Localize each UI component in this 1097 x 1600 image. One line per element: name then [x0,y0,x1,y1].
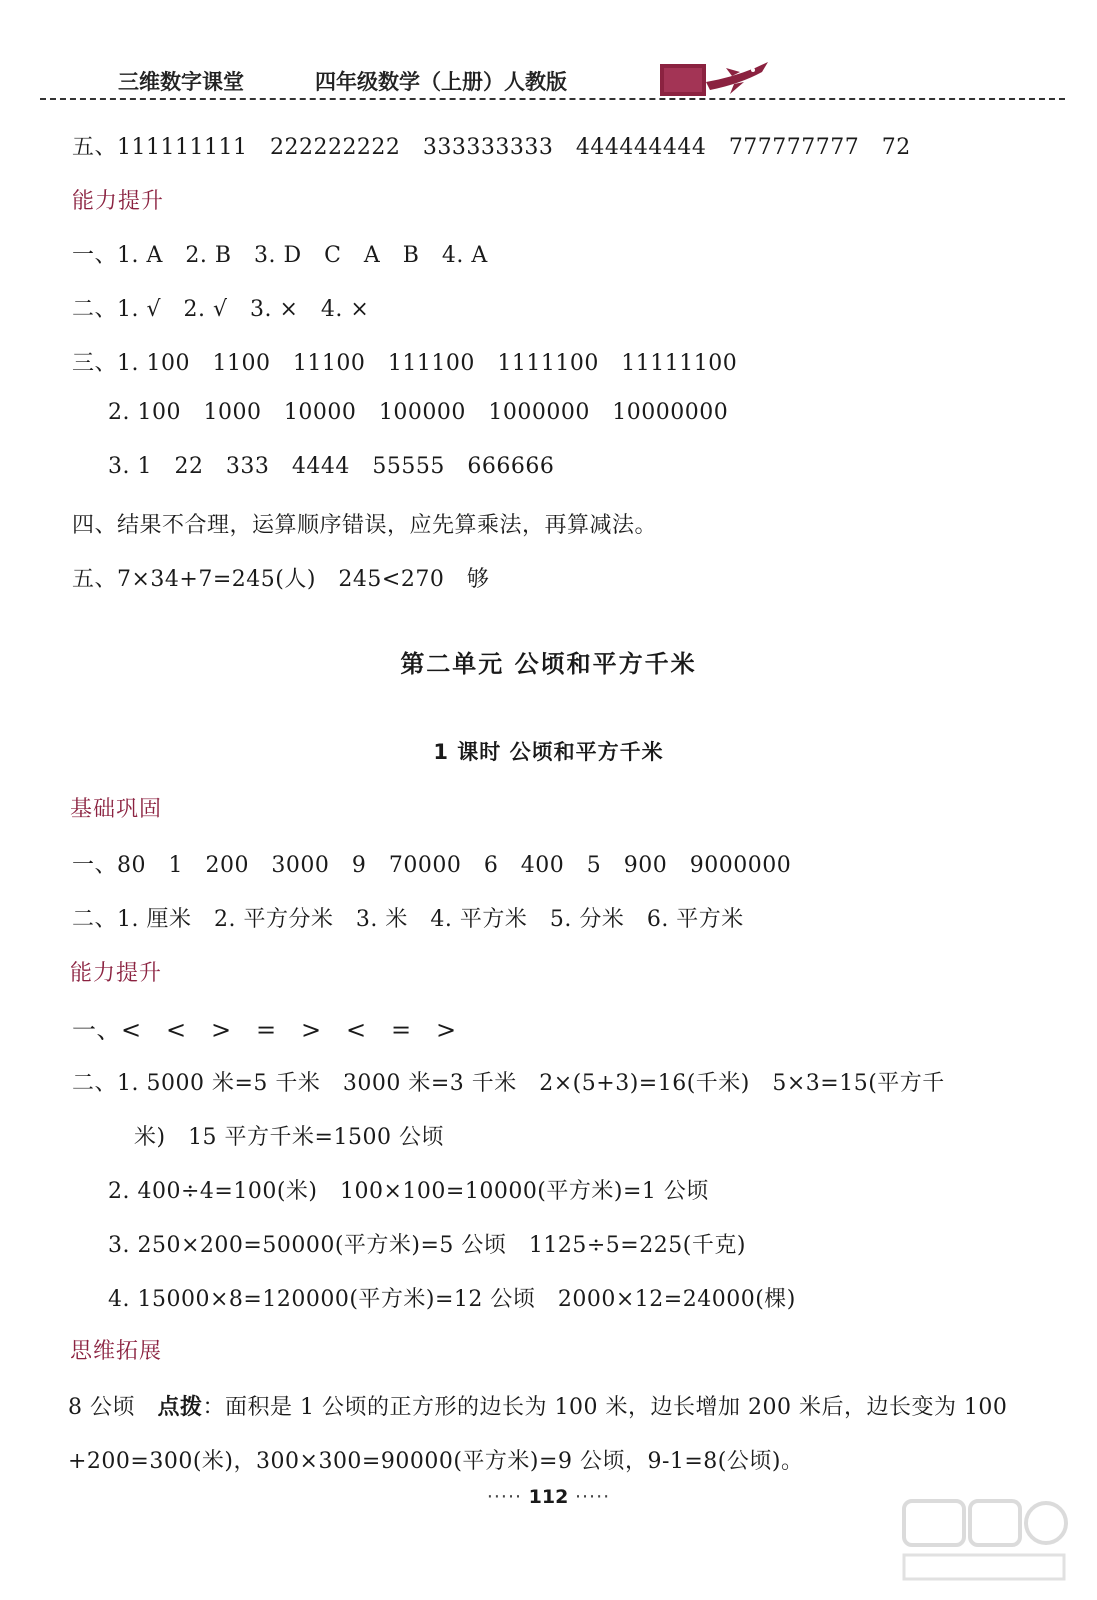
page-number-value: 112 [528,1486,569,1508]
answer-line [68,1390,1007,1421]
section-heading: 能力提升 [70,961,163,986]
book-series-title: 三维数字课堂 [118,70,244,94]
page-header [40,58,1065,102]
page-number-dots: ····· [574,1486,611,1508]
answer-line: 二、1. √ 2. √ 3. × 4. × [72,297,370,322]
answer-line: 4. 15000×8=120000(平方米)=12 公顷 2000×12=24000(棵) [108,1287,796,1312]
answer-line: 二、1. 厘米 2. 平方分米 3. 米 4. 平方米 5. 分米 6. 平方米 [72,907,744,932]
answer-line: 四、结果不合理，运算顺序错误，应先算乘法，再算减法。 [72,513,658,538]
hint-label: 点拨 [157,1395,203,1420]
answer-line: 米) 15 平方千米=1500 公顷 [134,1125,444,1150]
rocket-book-logo-icon [660,58,790,102]
answer-line: 3. 1 22 333 4444 55555 666666 [108,454,555,479]
answer-line: 一、1. A 2. B 3. D C A B 4. A [72,243,488,268]
answer-line: 一、< < > = > < = > [72,1016,457,1044]
book-subject-title: 四年级数学（上册）人教版 [315,70,567,94]
answer-line: 五、111111111 222222222 333333333 444444444 777777777 72 [72,135,911,160]
answer-line: 2. 400÷4=100(米) 100×100=10000(平方米)=1 公顷 [108,1179,709,1204]
section-heading: 基础巩固 [70,797,163,822]
section-heading: 思维拓展 [70,1339,163,1364]
answer-line: 2. 100 1000 10000 100000 1000000 10000000 [108,400,729,425]
answer-line: +200=300(米)，300×300=90000(平方米)=9 公顷，9-1=8(公顷)。 [68,1449,804,1474]
answer-line: 3. 250×200=50000(平方米)=5 公顷 1125÷5=225(千克) [108,1233,746,1258]
hint-text: ：面积是 1 公顷的正方形的边长为 100 米，边长增加 200 米后，边长变为 100 [202,1395,1008,1420]
answer-line: 五、7×34+7=245(人) 245<270 够 [72,567,490,592]
answer-line: 二、1. 5000 米=5 千米 3000 米=3 千米 2×(5+3)=16(千米) 5×3=15(平方千 [72,1071,945,1096]
page-number-dots: ····· [486,1486,523,1508]
watermark-logo-icon [900,1495,1070,1585]
answer-line: 三、1. 100 1100 11100 111100 1111100 11111100 [72,351,738,376]
lesson-title: 1 课时 公顷和平方千米 [433,740,664,764]
unit-title: 第二单元 公顷和平方千米 [400,650,697,678]
section-heading: 能力提升 [72,189,165,214]
answer-line: 一、80 1 200 3000 9 70000 6 400 5 900 9000000 [72,853,792,878]
header-divider [40,98,1065,100]
answer-value: 8 公顷 [68,1395,158,1420]
